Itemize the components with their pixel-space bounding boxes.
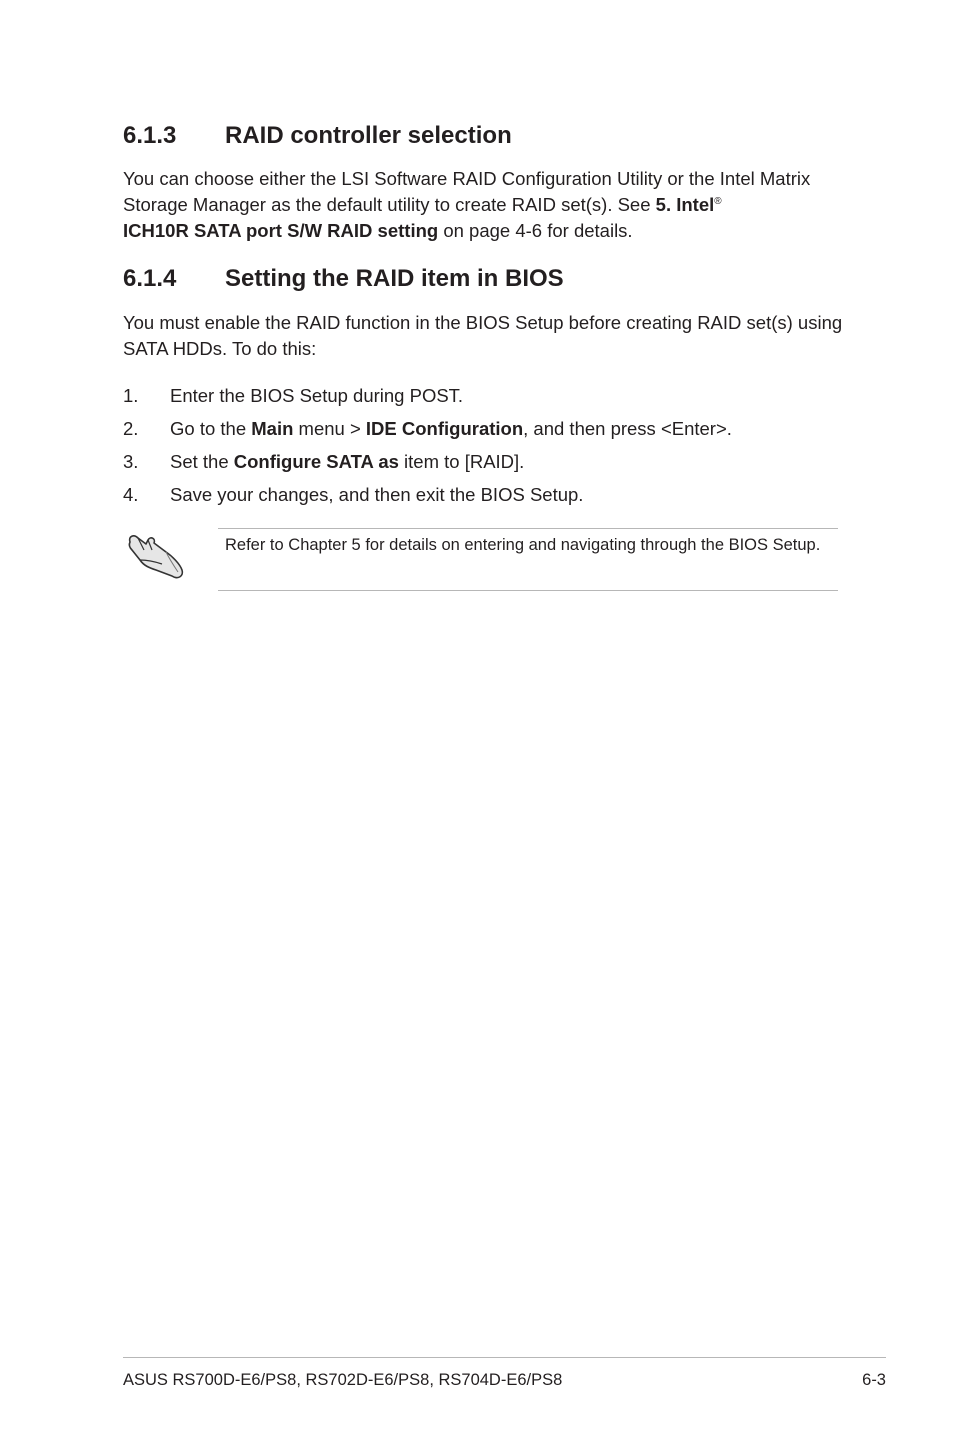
footer-product-models: ASUS RS700D-E6/PS8, RS702D-E6/PS8, RS704D-E6/PS8 — [123, 1371, 563, 1389]
step-number: 1. — [123, 385, 139, 406]
registered-mark: ® — [714, 195, 722, 207]
steps-list — [123, 381, 732, 513]
list-item — [123, 447, 732, 480]
hand-note-icon — [126, 530, 186, 580]
list-item — [123, 480, 732, 513]
footer-divider — [123, 1357, 886, 1358]
note-bottom-divider — [218, 590, 838, 591]
bold-text: ICH10R SATA port S/W RAID setting — [123, 220, 439, 241]
step-text: menu > — [293, 418, 366, 439]
note-top-divider — [218, 528, 838, 529]
bold-text: 5. Intel — [655, 194, 715, 215]
section-title: Setting the RAID item in BIOS — [225, 265, 564, 292]
step-text: Enter the BIOS Setup during POST. — [170, 385, 464, 406]
section-number: 6.1.3 — [123, 122, 177, 149]
section-heading-6-1-4 — [123, 265, 564, 293]
step-text: item to [RAID]. — [398, 451, 525, 472]
step-text: , and then press <Enter>. — [523, 418, 732, 439]
step-text: Set the — [170, 451, 234, 472]
bold-text: Main — [251, 418, 294, 439]
step-text: Go to the — [170, 418, 252, 439]
raid-bios-intro-paragraph: You must enable the RAID function in the BIOS Setup before creating RAID set(s) using SATA HDDs. To do this: — [123, 312, 843, 359]
paragraph-text: You can choose either the LSI Software RAID Configuration Utility or the Intel Matrix Storage Manager as the default utility to create RAID set(s). See — [123, 168, 811, 215]
bold-text: IDE Configuration — [365, 418, 524, 439]
note-text: Refer to Chapter 5 for details on entering and navigating through the BIOS Setup. — [225, 536, 821, 554]
step-number: 4. — [123, 484, 139, 505]
list-item — [123, 381, 732, 414]
page-number: 6-3 — [862, 1371, 886, 1389]
step-number: 3. — [123, 451, 139, 472]
section-title: RAID controller selection — [225, 122, 512, 149]
list-item — [123, 414, 732, 447]
section-heading-6-1-3 — [123, 122, 512, 150]
bold-text: Configure SATA as — [233, 451, 399, 472]
raid-controller-paragraph — [123, 166, 843, 244]
step-number: 2. — [123, 418, 139, 439]
section-number: 6.1.4 — [123, 265, 177, 292]
step-text: Save your changes, and then exit the BIOS Setup. — [170, 484, 584, 505]
paragraph-text: on page 4-6 for details. — [438, 220, 633, 241]
